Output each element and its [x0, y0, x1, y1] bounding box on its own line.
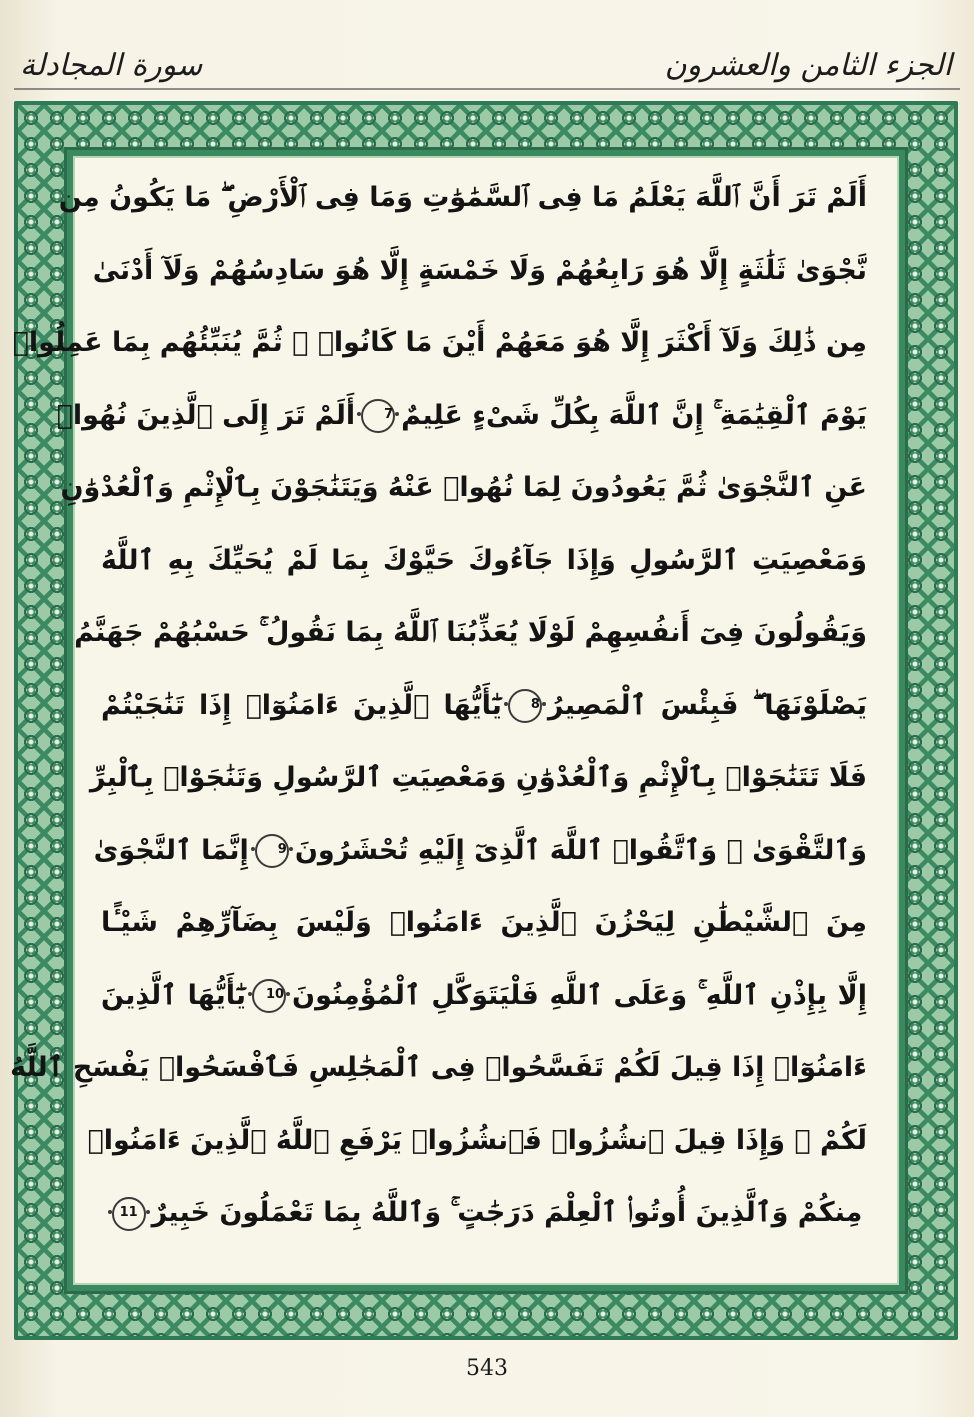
verse-line: لَكُمْ ۖ وَإِذَا قِيلَ ٱنشُزُوا۟ فَٱنشُزُوا۟ يَرْفَعِ ٱللَّهُ ٱلَّذِينَ ءَامَنُوا۟ — [87, 1124, 867, 1156]
ayah-number-marker: 10 — [252, 979, 286, 1013]
verse-line — [101, 1185, 867, 1241]
text-panel — [10, 156, 899, 1285]
verse-line — [93, 823, 867, 879]
verse-line — [101, 678, 867, 734]
verse-line — [56, 388, 867, 444]
verse-line: نَّجْوَىٰ ثَلَٰثَةٍ إِلَّا هُوَ رَابِعُهُمْ وَلَا خَمْسَةٍ إِلَّا هُوَ سَادِسُهُمْ وَلَآ أَدْنَىٰ — [92, 254, 867, 286]
ayah-number-marker: 8 — [508, 689, 542, 723]
verse-line: وَيَقُولُونَ فِىٓ أَنفُسِهِمْ لَوْلَا يُعَذِّبُنَا ٱللَّهُ بِمَا نَقُولُ ۚ حَسْبُهُمْ جَهَنَّمُ — [74, 617, 867, 648]
verse-text: أَلَمْ تَرَ إِلَى ٱلَّذِينَ نُهُوا۟ — [56, 399, 356, 431]
ayah-number-marker: 7 — [361, 399, 395, 433]
header-divider — [14, 88, 960, 90]
verse-line: أَلَمْ تَرَ أَنَّ ٱللَّهَ يَعْلَمُ مَا فِى ٱلسَّمَٰوَٰتِ وَمَا فِى ٱلْأَرْضِ ۖ مَا يَكُونُ مِن — [58, 182, 867, 213]
ayah-number-marker: 9 — [255, 834, 289, 868]
verse-line: فَلَا تَتَنَٰجَوْا۟ بِٱلْإِثْمِ وَٱلْعُدْوَٰنِ وَمَعْصِيَتِ ٱلرَّسُولِ وَتَنَٰجَوْا۟ بِٱلْبِرِّ — [89, 762, 867, 793]
verse-text: إِلَّا بِإِذْنِ ٱللَّهِ ۚ وَعَلَى ٱللَّهِ فَلْيَتَوَكَّلِ ٱلْمُؤْمِنُونَ — [292, 979, 867, 1011]
verse-text: إِنَّمَا ٱلنَّجْوَىٰ — [93, 834, 249, 866]
verse-line — [101, 968, 867, 1024]
verse-line: مِنَ ٱلشَّيْطَٰنِ لِيَحْزُنَ ٱلَّذِينَ ءَامَنُوا۟ وَلَيْسَ بِضَآرِّهِمْ شَيْـًٔا — [101, 907, 867, 938]
frame-inner-border — [10, 147, 908, 1294]
surah-title: سورة المجادلة — [20, 48, 203, 83]
verse-text: يَٰٓأَيُّهَا ٱلَّذِينَ ءَامَنُوٓا۟ إِذَا تَنَٰجَيْتُمْ — [101, 689, 502, 721]
verse-text: وَٱلتَّقْوَىٰ ۖ وَٱتَّقُوا۟ ٱللَّهَ ٱلَّذِىٓ إِلَيْهِ تُحْشَرُونَ — [294, 834, 867, 866]
page-number: 543 — [466, 1356, 508, 1381]
juz-title: الجزء الثامن والعشرون — [664, 48, 952, 83]
verse-text: يَٰٓأَيُّهَا ٱلَّذِينَ — [101, 979, 247, 1011]
verse-line: وَمَعْصِيَتِ ٱلرَّسُولِ وَإِذَا جَآءُوكَ حَيَّوْكَ بِمَا لَمْ يُحَيِّكَ بِهِ ٱللَّهُ — [101, 544, 867, 576]
ornamental-frame — [10, 101, 958, 1340]
verse-text: مِنكُمْ وَٱلَّذِينَ أُوتُوا۟ ٱلْعِلْمَ دَرَجَٰتٍ ۚ وَٱللَّهُ بِمَا تَعْمَلُونَ خَبِيرٌ — [151, 1197, 863, 1228]
verse-text: يَصْلَوْنَهَا ۖ فَبِئْسَ ٱلْمَصِيرُ — [547, 689, 867, 721]
verse-line: عَنِ ٱلنَّجْوَىٰ ثُمَّ يَعُودُونَ لِمَا نُهُوا۟ عَنْهُ وَيَتَنَٰجَوْنَ بِٱلْإِثْمِ وَٱلْعُدْوَٰنِ — [60, 472, 867, 503]
verse-text: يَوْمَ ٱلْقِيَٰمَةِ ۚ إِنَّ ٱللَّهَ بِكُلِّ شَىْءٍ عَلِيمٌ — [401, 399, 867, 431]
verse-line: مِن ذَٰلِكَ وَلَآ أَكْثَرَ إِلَّا هُوَ مَعَهُمْ أَيْنَ مَا كَانُوا۟ ۖ ثُمَّ يُنَبِّئُهُم بِمَا عَمِلُوا۟ — [12, 327, 867, 358]
page-header — [0, 44, 974, 96]
verse-line: ءَامَنُوٓا۟ إِذَا قِيلَ لَكُمْ تَفَسَّحُوا۟ فِى ٱلْمَجَٰلِسِ فَٱفْسَحُوا۟ يَفْسَحِ ٱللَّهُ — [10, 1052, 867, 1083]
ayah-number-marker: 11 — [112, 1197, 146, 1231]
